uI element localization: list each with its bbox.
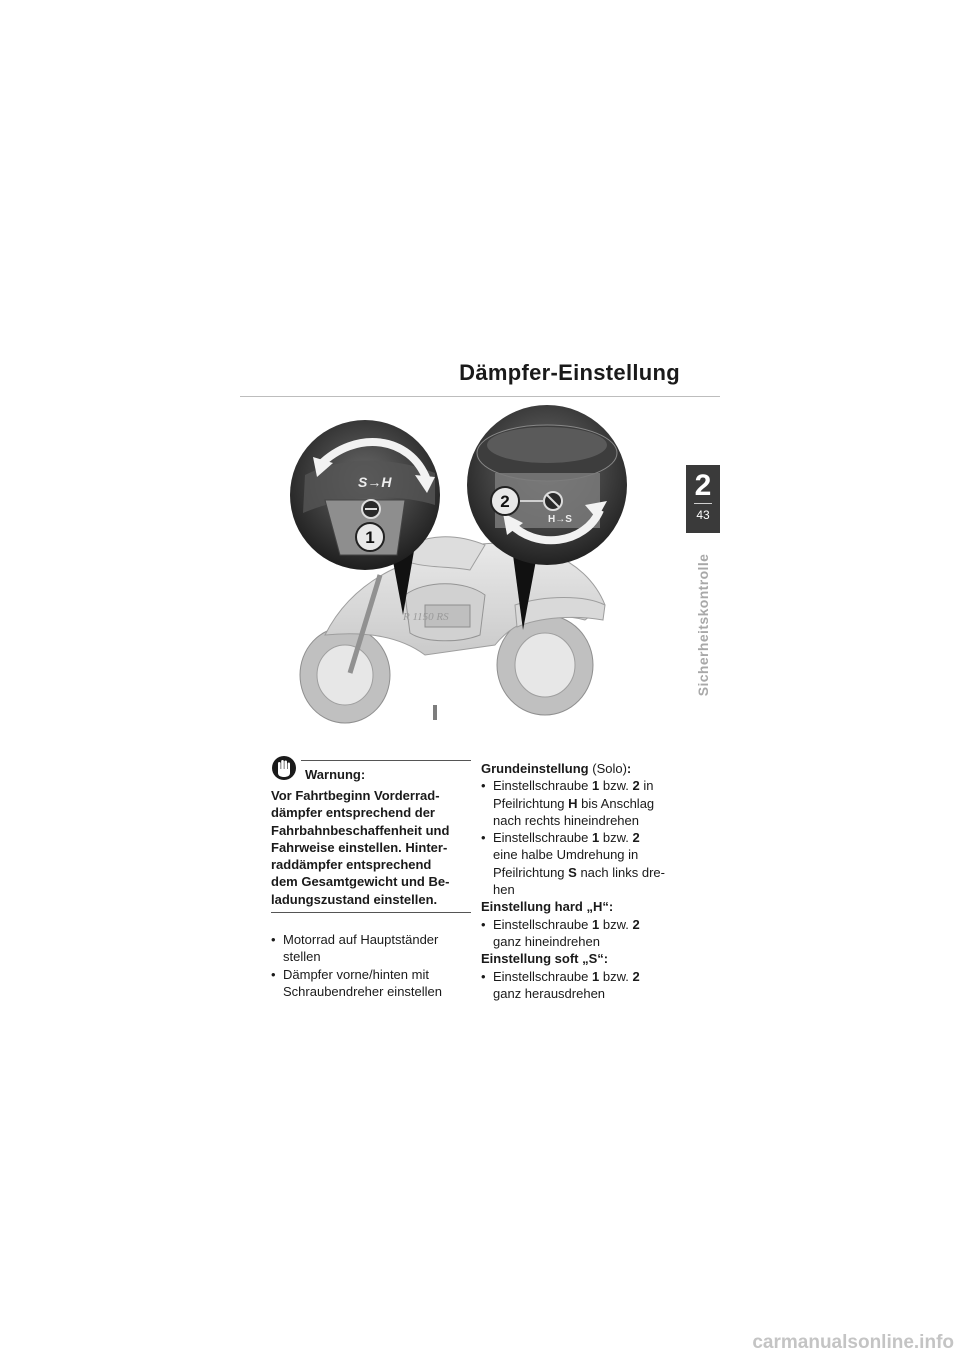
list-item [481, 916, 701, 951]
list-item-line: ganz herausdrehen [493, 985, 606, 1001]
damper-illustration [285, 405, 645, 725]
warning-hand-icon [271, 755, 297, 786]
watermark: carmanualsonline.info [752, 1332, 954, 1353]
heading-text: Grundeinstellung [481, 761, 589, 776]
side-tab-label: Sicherheitskontrolle [695, 553, 711, 697]
motorcycle-damper-figure [285, 405, 645, 725]
heading-colon: : [626, 761, 632, 776]
list-item-line: • Dämpfer vorne/hinten mit [283, 966, 429, 982]
warning-line: dem Gesamtgewicht und Be- [271, 874, 450, 890]
soft-setting-heading: Einstellung soft „S“: [481, 951, 609, 967]
front-damper-inset [290, 420, 440, 570]
warning-label: Warnung: [305, 766, 366, 782]
warning-text [271, 787, 471, 913]
list-item-line: Pfeilrichtung H bis Anschlag [493, 795, 655, 811]
hard-setting-heading: Einstellung hard „H“: [481, 899, 614, 915]
list-item-line: • Einstellschraube 1 bzw. 2 [493, 916, 640, 932]
label-s-h: S→H [358, 474, 392, 490]
list-item-line: Pfeilrichtung S nach links dre- [493, 864, 665, 880]
list-item [481, 968, 701, 1003]
warning-line: dämpfer entsprechend der [271, 805, 435, 821]
list-item-line: Schraubendreher einstellen [283, 983, 442, 999]
list-item [271, 966, 471, 1001]
list-item [481, 829, 701, 898]
list-item-line: nach rechts hineindrehen [493, 812, 639, 828]
chapter-tab-divider [694, 503, 712, 504]
warning-line: Fahrweise einstellen. Hinter- [271, 839, 448, 855]
list-item-line: • Einstellschraube 1 bzw. 2 in [493, 778, 654, 794]
left-column [271, 760, 471, 1000]
list-item-line: • Einstellschraube 1 bzw. 2 [493, 830, 640, 846]
right-column [481, 760, 701, 1002]
chapter-number: 2 [694, 469, 712, 502]
title-divider [240, 396, 720, 397]
warning-line: raddämpfer entsprechend [271, 857, 432, 873]
warning-line: Fahrbahnbeschaffenheit und [271, 822, 450, 838]
list-item-line: stellen [283, 949, 321, 965]
label-h-s: H→S [548, 514, 572, 525]
list-item-line: eine halbe Umdrehung in [493, 847, 639, 863]
chapter-tab [686, 465, 720, 533]
warning-line: Vor Fahrtbeginn Vorderrad- [271, 788, 440, 803]
left-bullet-list [271, 931, 471, 1000]
callout-1: 1 [365, 528, 375, 547]
page-title: Dämpfer-Einstellung [459, 360, 680, 385]
list-item-line: • Einstellschraube 1 bzw. 2 [493, 968, 640, 984]
callout-2: 2 [500, 492, 510, 511]
list-item-line: ganz hineindrehen [493, 933, 600, 949]
rear-damper-inset [467, 405, 627, 565]
bike-model-lettering: R 1150 RS [403, 611, 449, 623]
basic-setting-heading [481, 760, 701, 777]
list-item [481, 777, 701, 829]
warning-header [301, 760, 471, 787]
page-number: 43 [696, 508, 710, 522]
list-item [271, 931, 471, 966]
list-item-line: • Motorrad auf Hauptständer [283, 932, 439, 948]
list-item-line: hen [493, 882, 515, 898]
warning-line: ladungszustand einstellen. [271, 891, 438, 907]
heading-note: (Solo) [588, 761, 627, 776]
